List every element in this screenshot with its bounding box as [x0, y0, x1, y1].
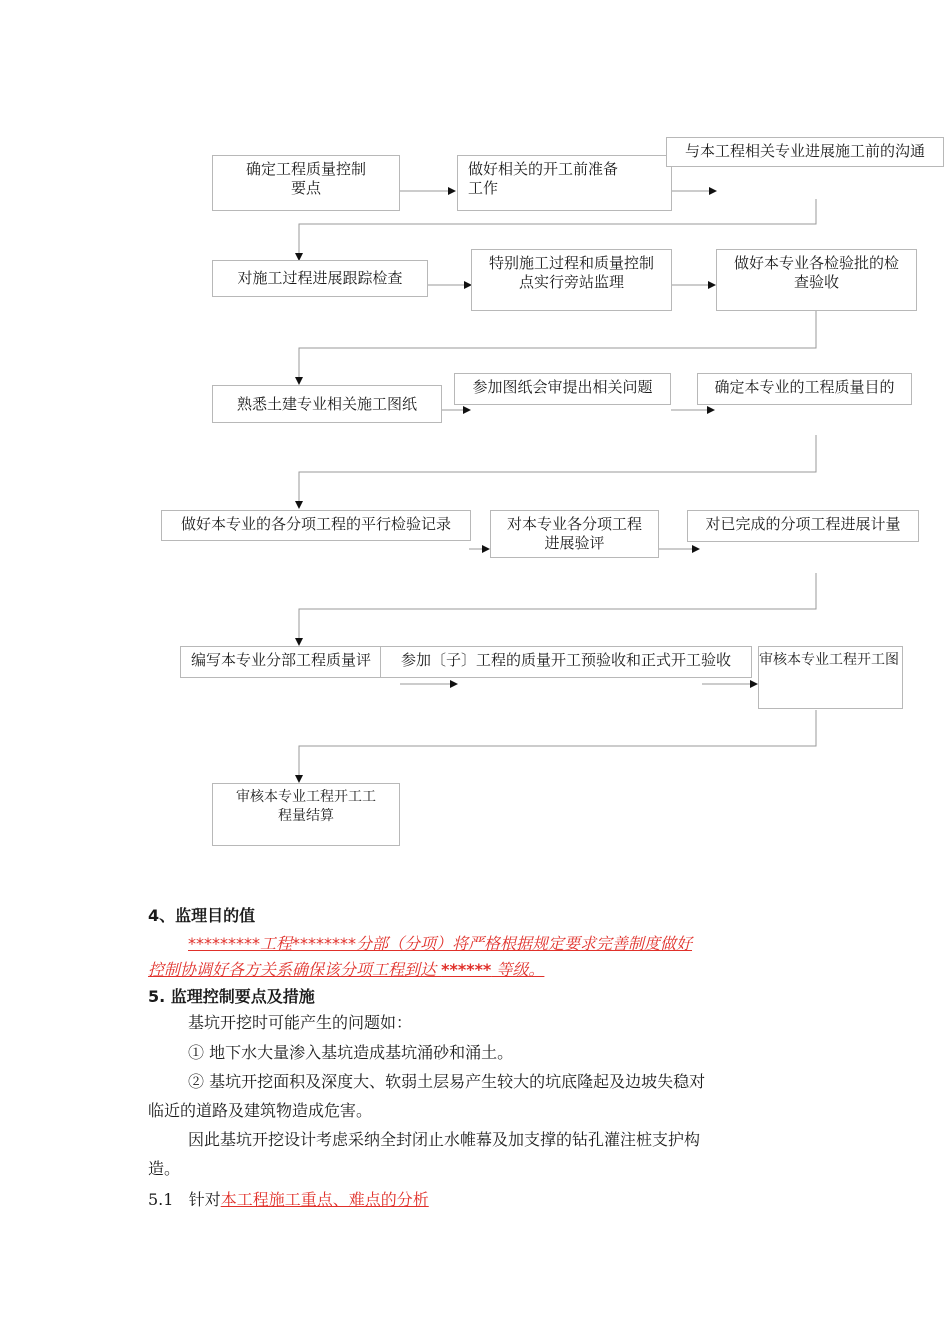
flow-box-drawing-review: 参加图纸会审提出相关问题 [454, 373, 671, 405]
section-5-1-prefix: 5.1 针对 [148, 1190, 221, 1209]
flow-box-pre-acceptance: 参加〔子〕工程的质量开工预验收和正式开工验收 [380, 646, 752, 678]
section-4-heading: 4、监理目的值 [148, 906, 256, 925]
section-5-heading: 5. 监理控制要点及措施 [148, 987, 315, 1006]
flow-box-quality-target: 确定本专业的工程质量目的 [697, 373, 912, 405]
flow-box-subitem-evaluation: 对本专业各分项工程 进展验评 [490, 510, 659, 558]
flow-box-quantity-settlement: 审核本专业工程开工工 程量结算 [212, 783, 400, 846]
flow-box-track-inspection: 对施工过程进展跟踪检查 [212, 260, 428, 297]
section-4-line-1: *********工程********分部（分项）将严格根据规定要求完善制度做好 [188, 934, 693, 953]
flow-box-determine-quality-points: 确定工程质量控制 要点 [212, 155, 400, 211]
section-5-1-link[interactable]: 本工程施工重点、难点的分析 [220, 1190, 429, 1209]
section-5-para-3b: 临近的道路及建筑物造成危害。 [148, 1101, 373, 1120]
section-4-line-2 [148, 957, 544, 983]
section-4-grade-mask: ****** [441, 960, 492, 979]
section-4-line-2-text: 控制协调好各方关系确保该分项工程到达 [148, 960, 442, 979]
section-5-para-1: 基坑开挖时可能产生的问题如： [188, 1013, 413, 1032]
flow-box-pre-start-prep: 做好相关的开工前准备 工作 [457, 155, 672, 211]
flow-box-familiarize-drawings: 熟悉土建专业相关施工图纸 [212, 385, 442, 423]
flow-box-review-drawings: 审核本专业工程开工图 [758, 646, 903, 709]
section-4-line-2-end: 等级。 [491, 960, 545, 979]
flow-box-write-quality-evaluation: 编写本专业分部工程质量评 [180, 646, 394, 678]
flow-box-parallel-inspection-record: 做好本专业的各分项工程的平行检验记录 [161, 510, 471, 541]
section-5-para-2: ① 地下水大量渗入基坑造成基坑涌砂和涌土。 [188, 1043, 514, 1062]
flow-box-side-station-supervision: 特别施工过程和质量控制 点实行旁站监理 [471, 249, 672, 311]
flow-box-inspection-lot-acceptance: 做好本专业各检验批的检 查验收 [716, 249, 917, 311]
section-5-para-4b: 造。 [148, 1159, 181, 1178]
section-5-para-4a: 因此基坑开挖设计考虑采纳全封闭止水帷幕及加支撑的钻孔灌注桩支护构 [188, 1130, 701, 1149]
flow-box-measurement: 对已完成的分项工程进展计量 [687, 510, 919, 542]
flow-box-pre-construction-communication: 与本工程相关专业进展施工前的沟通 [666, 137, 944, 167]
section-5-para-3a: ② 基坑开挖面积及深度大、软弱土层易产生较大的坑底隆起及边坡失稳对 [188, 1072, 706, 1091]
section-5-1-heading [148, 1185, 429, 1214]
